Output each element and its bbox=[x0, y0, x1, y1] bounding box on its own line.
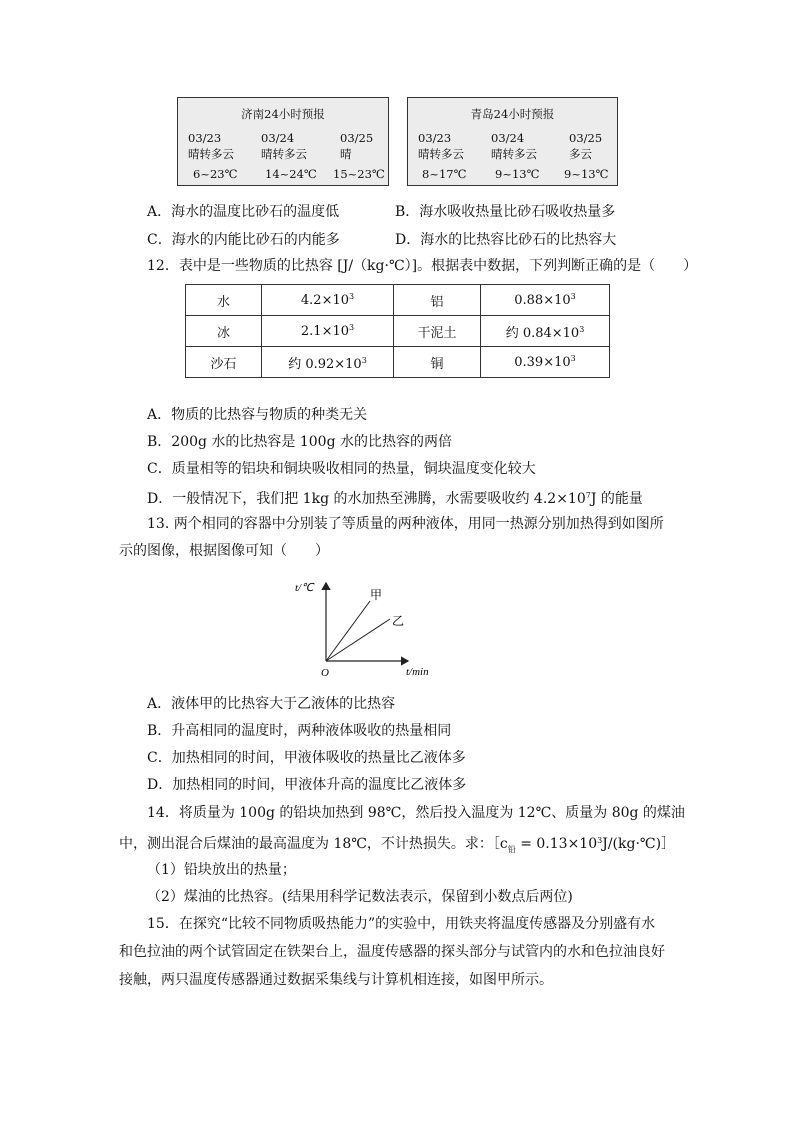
table-cell: 干泥土 bbox=[394, 316, 481, 347]
table-cell: $4.2\times 10^3$ bbox=[262, 285, 394, 316]
q13-stem-line2: 示的图像，根据图像可知（ ） bbox=[119, 543, 329, 559]
q12-option-b: B．200g 水的比热容是 100g 水的比热容的两倍 bbox=[147, 434, 453, 450]
line-yi-label: 乙 bbox=[392, 614, 405, 628]
table-cell: 冰 bbox=[186, 316, 262, 347]
q11-option-d: D．海水的比热容比砂石的比热容大 bbox=[395, 232, 617, 248]
jinan-forecast-title: 济南24小时预报 bbox=[241, 107, 325, 121]
table-cell: $0.88\times 10^3$ bbox=[481, 285, 610, 316]
q11-option-a: A．海水的温度比砂石的温度低 bbox=[147, 204, 340, 220]
q13-option-d: D．加热相同的时间，甲液体升高的温度比乙液体多 bbox=[147, 777, 467, 793]
jinan-forecast-box bbox=[177, 97, 389, 186]
q15-line2: 和色拉油的两个试管固定在铁架台上，温度传感器的探头部分与试管内的水和色拉油良好 bbox=[119, 944, 665, 960]
table-cell: $0.39\times 10^3$ bbox=[481, 347, 610, 378]
table-cell: 铜 bbox=[394, 347, 481, 378]
table-row bbox=[186, 285, 610, 316]
q13-stem-line1: 13. 两个相同的容器中分别装了等质量的两种液体，用同一热源分别加热得到如图所 bbox=[147, 516, 664, 532]
line-jia bbox=[326, 601, 370, 661]
jinan-day-2: 03/24 晴转多云 14~24℃ bbox=[261, 131, 317, 181]
q13-option-a: A．液体甲的比热容大于乙液体的比热容 bbox=[147, 696, 396, 712]
line-yi bbox=[326, 619, 390, 661]
qingdao-day-1: 03/23 晴转多云 8~17℃ bbox=[418, 131, 467, 181]
x-axis-label: t/min bbox=[406, 666, 429, 678]
qingdao-forecast-box bbox=[407, 97, 618, 186]
table-row bbox=[186, 316, 610, 347]
origin-label: O bbox=[321, 667, 329, 679]
table-cell: 沙石 bbox=[186, 347, 262, 378]
table-cell: $2.1\times 10^3$ bbox=[262, 316, 394, 347]
qingdao-day-2: 03/24 晴转多云 9~13℃ bbox=[491, 131, 540, 181]
q14-part1: （1）铅块放出的热量； bbox=[147, 862, 296, 878]
q14-line1: 14．将质量为 100g 的铅块加热到 98℃，然后投入温度为 12℃、质量为 80g 的煤油 bbox=[147, 805, 685, 821]
y-axis-label: t/℃ bbox=[295, 582, 314, 594]
q12-option-c: C．质量相等的铝块和铜块吸收相同的热量，铜块温度变化较大 bbox=[147, 461, 536, 477]
table-cell: 约 $0.92\times 10^3$ bbox=[262, 347, 394, 378]
q13-option-b: B．升高相同的温度时，两种液体吸收的热量相同 bbox=[147, 723, 452, 739]
q11-option-b: B．海水吸收热量比砂石吸收热量多 bbox=[395, 204, 616, 220]
q12-option-a: A．物质的比热容与物质的种类无关 bbox=[147, 407, 368, 423]
q13-option-c: C．加热相同的时间，甲液体吸收的热量比乙液体多 bbox=[147, 750, 466, 766]
line-jia-label: 甲 bbox=[370, 588, 383, 602]
temperature-time-graph bbox=[290, 575, 440, 680]
q15-line1: 15．在探究“比较不同物质吸热能力”的实验中，用铁夹将温度传感器及分别盛有水 bbox=[147, 916, 656, 932]
specific-heat-table bbox=[185, 284, 610, 378]
q15-line3: 接触，两只温度传感器通过数据采集线与计算机相连接，如图甲所示。 bbox=[119, 972, 553, 988]
q11-option-c: C．海水的内能比砂石的内能多 bbox=[147, 232, 340, 248]
jinan-day-3: 03/25 晴 15~23℃ bbox=[333, 131, 385, 181]
table-cell: 水 bbox=[186, 285, 262, 316]
q12-stem: 12．表中是一些物质的比热容 [J/（kg·℃）]。根据表中数据，下列判断正确的是（ ） bbox=[147, 258, 698, 274]
q14-part2: （2）煤油的比热容。(结果用科学记数法表示，保留到小数点后两位) bbox=[147, 889, 573, 905]
table-cell: 铝 bbox=[394, 285, 481, 316]
table-cell: 约 $0.84\times 10^3$ bbox=[481, 316, 610, 347]
qingdao-forecast-title: 青岛24小时预报 bbox=[470, 107, 555, 121]
table-row bbox=[186, 347, 610, 378]
jinan-day-1: 03/23 晴转多云 6~23℃ bbox=[188, 131, 238, 181]
qingdao-day-3: 03/25 多云 9~13℃ bbox=[564, 131, 609, 181]
q14-line2: 中，测出混合后煤油的最高温度为 18℃，不计热损失。求：$[c_铅$ = $0.13\times 10^3J/(kg\cdot℃)]$ bbox=[119, 836, 676, 854]
q12-option-d: D．一般情况下，我们把 1kg 的水加热至沸腾，水需要吸收约 $4.2\times 10^7J$ 的能量 bbox=[147, 491, 643, 507]
